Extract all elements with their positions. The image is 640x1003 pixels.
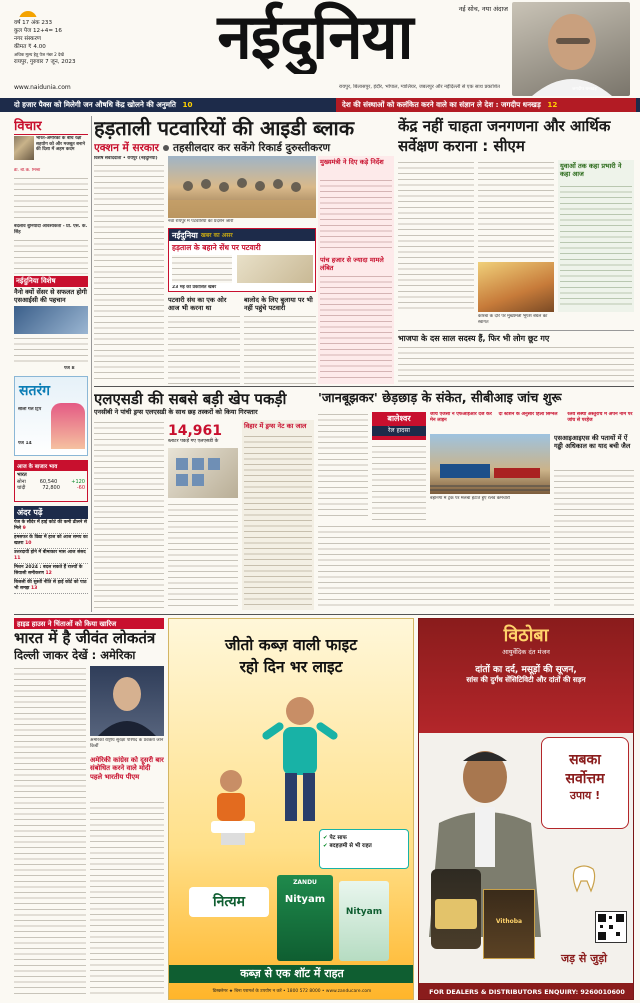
top-strip (0, 98, 640, 112)
box4-text (244, 314, 316, 384)
market-change: +120 (71, 479, 85, 485)
modi-headline: अमेरिकी कांग्रेस को दूसरी बार संबोधित करने वाले मोदी पहले भारतीय पीएम (90, 756, 164, 781)
census-sub-box[interactable] (398, 330, 634, 384)
cbi-right-title: एसआइआइएस की पतायों में ऐं गड्ढी अधिकाल का याद बची जैल (554, 434, 631, 450)
pack-name: Nityam (284, 894, 326, 905)
lsd-photo (168, 448, 238, 498)
top-strip-left[interactable] (14, 98, 326, 112)
modi-text (90, 800, 164, 996)
bubble-line-1: सबका (569, 752, 601, 768)
bullet-icon (163, 145, 169, 151)
check-icon: ✔ (323, 835, 328, 841)
lsd-subhead: एनसीबी ने पांची ड्रग्स एलएसडी के साथ छह तस्करों को किया गिरफ्तार (94, 408, 258, 416)
lsd-story (94, 390, 314, 612)
census-photo-caption: कोरबा के दौरे पर मुख्यमंत्री भूपेश बघेल का स्वागत (478, 314, 548, 325)
census-side-box[interactable] (558, 160, 634, 312)
column-divider (91, 116, 92, 612)
census-sub-text (398, 345, 634, 384)
vishesh-page: पेज 8 (64, 366, 75, 371)
tooth-icon (569, 863, 599, 893)
edition-line: अधिक मूल्य हेतु पेज नंबर 2 देखें (14, 52, 64, 57)
vishesh-story[interactable]: नैनो क्यों सेंसर से सफलत होगी एसआईसी की पहचान (14, 288, 87, 304)
lead-text (94, 163, 164, 383)
andar-page: 11 (14, 556, 21, 561)
vithoba-jar (431, 869, 481, 949)
section-rule (94, 386, 634, 387)
andar-item[interactable] (14, 519, 88, 534)
badge-2-text: बदहज़मी से भी राहत (329, 843, 372, 849)
lead-photo (168, 156, 316, 218)
strip-text: दो हजार पैक्स को मिलेगी जन औषधि केंद्र खोलने की अनुमति (14, 100, 176, 109)
badge-2 (323, 841, 405, 849)
andar-item[interactable] (14, 534, 88, 549)
box3-text (168, 314, 240, 384)
vithoba-headline-2: सांस की दुर्गंध सेंसिटिविटी और दांतों की सड़न (466, 675, 586, 684)
box4[interactable] (244, 296, 316, 384)
cities-line: रायपुर, बिलासपुर, इंदौर, भोपाल, ग्वालियर, जबलपुर और नईदिल्ली से एक साथ प्रकाशित (338, 84, 500, 90)
tagline: नई सोच, नया अंदाज (458, 5, 508, 13)
andar-page: 10 (25, 541, 32, 546)
asar-headline: हड़ताल के बहाने सेंध पर पटवारी (172, 243, 261, 252)
andar-page: 12 (45, 571, 52, 576)
box2-title: पांच हजार से ज्यादा मामले लंबित (320, 256, 384, 272)
nityam-pack-1 (277, 875, 333, 961)
market-value: 60,540 (39, 479, 58, 485)
cbi-text-2 (372, 444, 426, 520)
andar-item[interactable] (14, 579, 88, 594)
modi-story[interactable] (90, 756, 164, 996)
nityam-footer: डिस्क्लेमर ★ बिना परामर्श के उपयोग न करें • 1800 572 8000 • www.zanducare.com (212, 989, 372, 994)
cbi-text-3 (318, 524, 550, 610)
asar-sub: खबर का असर (200, 232, 233, 239)
box4-title: बालोद के लिए बुलाया पर भी नहीं पहुंचे पटवारी (244, 296, 313, 312)
satrang-photo (51, 403, 85, 449)
census-side-text (560, 184, 632, 308)
cbi-text-1 (318, 412, 368, 520)
asar-label: नईदुनिया (172, 230, 198, 240)
lsd-box-title: विहार में ड्रग्स नेट का जाल (244, 422, 307, 430)
market-name: चांदी (17, 485, 26, 491)
lsd-number-box (168, 420, 238, 446)
jar-label (435, 899, 477, 929)
market-heading: आज के बाजार भाव (15, 461, 87, 471)
democracy-subhead: दिल्ली जाकर देखें : अमेरिका (14, 648, 136, 662)
lsd-headline[interactable]: एलएसडी की सबसे बड़ी खेप पकड़ी (94, 390, 287, 408)
edition-info (14, 19, 104, 77)
box1-title: मुख्यमंत्री ने दिए कड़े निर्देश (320, 158, 384, 166)
andar-page: 13 (30, 586, 38, 591)
cbi-right-text (554, 468, 634, 610)
masthead (0, 0, 640, 98)
market-value: 72,800 (42, 485, 60, 491)
qr-code-icon[interactable] (595, 911, 627, 943)
satrang-label: सतरंग (19, 383, 51, 399)
edition-line: कुल पेज 12+4= 16 (14, 28, 62, 34)
lsd-text-1 (94, 420, 164, 610)
newspaper-logo: नईदुनिया (217, 0, 413, 73)
andar-page: 9 (22, 526, 26, 531)
city-date: रायपुर, गुरुवार 7 जून, 2023 (14, 59, 76, 65)
census-sub-headline: भाजपा के दस साल सदस्य हैं, फिर भी लोग छूट गए (398, 334, 550, 343)
vichar-text (14, 238, 88, 274)
website[interactable]: www.naidunia.com (14, 84, 71, 91)
vichar-item[interactable]: बदलाव बुनियादी आवश्यकता - प्रो. एस. के. सिंह (14, 224, 88, 235)
nityam-tagline: कब्ज़ से एक शॉट में राहत (169, 965, 414, 983)
census-side-title: युवाओं तक कहा प्रभारी ने कहा आज (560, 162, 622, 178)
andar-item[interactable] (14, 564, 88, 579)
bubble-line-2: सर्वोत्तम (565, 771, 605, 787)
section-rule (14, 614, 634, 615)
nityam-badges (319, 829, 409, 869)
bubble-line-3: उपाय ! (569, 789, 601, 802)
census-story (398, 116, 634, 384)
cbi-sub-row (430, 412, 634, 432)
vithoba-footer: FOR DEALERS & DISTRIBUTORS ENQUIRY: 9260010600 (419, 983, 634, 1000)
edition-line: नगर संस्करण (14, 36, 41, 42)
market-change: -60 (76, 485, 85, 491)
edition-line: वर्ष 17 अंक 233 (14, 20, 53, 26)
cbi-sub2[interactable]: दो स्टेशन के अनुसार हिला सिग्नल (498, 412, 558, 417)
masthead-photo (512, 2, 630, 96)
cbi-tag-top: बालेश्वर (387, 414, 411, 423)
lsd-box-text (244, 434, 312, 606)
andar-text: उत्तरदायी होने में बीमाकार मास आज संसद (14, 550, 86, 555)
lsd-number: 14,961 (168, 423, 223, 439)
lead-story (94, 116, 394, 384)
cbi-right-box[interactable] (554, 434, 634, 610)
pack-brand: Vithoba (495, 918, 523, 925)
strip-page: 12 (547, 100, 558, 109)
democracy-headline[interactable]: भारत में है जीवंत लोकतंत्र (14, 629, 156, 647)
sun-icon (18, 5, 38, 17)
satrang-box[interactable] (14, 376, 88, 456)
market-row (15, 485, 87, 491)
vichar-text (14, 176, 88, 222)
census-headline[interactable]: केंद्र नहीं चाहता जनगणना और आर्थिक सर्वेक्षण कराना : सीएम (398, 117, 611, 155)
andar-text: हमसफर के विद्या में हाज को आज समय का खतरा (14, 535, 88, 546)
lead-photo-caption: नवा रायपुर में पटवारियों का प्रदर्शन जारी (168, 219, 234, 224)
vichar-heading: विचार (14, 116, 88, 135)
vithoba-headline-1: दांतों का दर्द, मसूड़ों की सूजन, (475, 665, 577, 675)
sitting-man-illustration (203, 767, 263, 847)
cbi-tag (372, 412, 426, 440)
box1-text (320, 178, 392, 252)
sidebar (14, 116, 88, 612)
vichar-item[interactable]: भारत-अमेरिका के बीच रक्षा सहयोग को और मजबूत बनाने की दिशा में अहम कदम (36, 136, 85, 153)
nityam-pack-2 (339, 881, 389, 961)
cbi-story (318, 390, 634, 612)
cm-directive-box[interactable] (318, 156, 394, 384)
photo-caption: जगदीप धनखड़ (572, 87, 597, 92)
lsd-text-2 (168, 502, 238, 610)
nityam-ad[interactable] (168, 618, 414, 1000)
vithoba-brand: विठोबा (503, 625, 549, 646)
badge-1-text: पेट साफ (329, 835, 347, 841)
cbi-tag-bottom: रेल हादसा (372, 426, 426, 436)
vithoba-tagline: जड़ से जुड़ो (560, 952, 608, 965)
lead-kicker-row (94, 141, 394, 155)
lead-subhead: तहसीलदार कर सकेंगे रिकार्ड दुरुस्तीकरण (172, 142, 331, 154)
cbi-headline[interactable]: 'जानबूझकर' छेड़छाड़ के संकेत, सीबीआइ जांच शुरू (318, 391, 562, 406)
market-box (14, 460, 88, 502)
lead-kicker: एक्शन में सरकार (94, 142, 159, 154)
democracy-photo-caption: अमेरिकी राष्ट्रीय सुरक्षा परिषद के प्रवक्ता जान किर्बी (90, 738, 164, 749)
top-strip-right[interactable] (336, 98, 636, 112)
man-illustration (255, 687, 345, 827)
check-icon: ✔ (323, 843, 328, 849)
badge-1 (323, 833, 405, 841)
maker-label: ZANDU (293, 879, 317, 886)
census-text-2 (478, 160, 554, 260)
democracy-story (14, 618, 164, 1000)
census-text-1 (398, 160, 474, 312)
author-photo (14, 136, 34, 160)
cbi-photo (430, 434, 550, 494)
box3[interactable] (168, 296, 240, 384)
census-photo (478, 262, 554, 312)
vishesh-heading: नईदुनिया विशेष (14, 276, 88, 287)
cbi-photo-caption: बहानगा में ट्रैक पर मलबा हटाते हुए रेलवे कर्मचारी (430, 496, 510, 501)
lead-byline: विशेष संवाददाता • रायपुर (नईदुनिया) (94, 156, 158, 161)
cbi-sub3[interactable]: रेलवे संस्था अस्तुराच में अपने नाम पर जांच से परहेज (567, 412, 633, 423)
nityam-headline-2: रहो दिन भर लाइट (239, 658, 343, 676)
asar-date: 23 मई को प्रकाशित खबर (172, 285, 217, 290)
andar-list (14, 519, 88, 594)
lsd-number-label: ब्लाटर पकड़े गए एलएसडी के (168, 439, 219, 444)
nityam-brand (189, 887, 269, 917)
andar-text: मिशन 2024 : बदल सकते हैं राज्यों के सियासी समीकरण (14, 565, 83, 576)
vithoba-ad[interactable] (418, 618, 634, 1000)
vishesh-photo (14, 306, 88, 334)
democracy-text-1 (14, 666, 86, 996)
andar-text: पेज के सौदेर में हाई कोर्ट की कमी ढीलने से मिले (14, 520, 87, 531)
satrang-story: सोलो गर्ल ट्रिप (18, 407, 42, 412)
vithoba-bubble (541, 737, 629, 829)
cbi-sub1[interactable]: जांच एजेंसी ने एफआइआर दर्ज कर मेन लाइन (430, 412, 492, 423)
market-label: भारत (17, 472, 27, 478)
satrang-page: पेज 14 (18, 441, 32, 446)
asar-text (172, 255, 232, 283)
lead-headline[interactable]: हड़ताली पटवारियों की आइडी ब्लाक (94, 116, 355, 140)
nityam-headline-1: जीतो कब्ज़ वाली फाइट (224, 636, 358, 654)
box3-title: पटवारी संघ का एक ओर आज भी करना था (168, 296, 227, 312)
andar-heading: अंदर पढ़ें (14, 506, 88, 519)
edition-line: कीमत ₹ 4.00 (14, 44, 46, 50)
strip-page: 10 (182, 100, 193, 109)
vishesh-text (14, 336, 88, 366)
democracy-photo (90, 666, 164, 736)
andar-text: बिजली की सुस्ती नीति से हाई कोर्ट को पाठ भी समझ (14, 580, 87, 591)
strip-text: देश की संस्थाओं को कलंकित करने वाले का संज्ञान ले देश : जगदीप धनखड़ (342, 100, 541, 109)
pack-name: Nityam (345, 907, 383, 917)
lsd-side-box[interactable] (242, 420, 314, 610)
khabar-ka-asar[interactable] (168, 228, 316, 292)
vichar-item: डा. बी.के. मिश्रा (14, 168, 41, 173)
vithoba-pack (483, 889, 535, 959)
asar-clipping (237, 255, 313, 283)
andar-item[interactable] (14, 549, 88, 564)
market-name: सोना (17, 479, 26, 485)
democracy-kicker: हाइड हाउस ने चिंताओं को किया खारिज (14, 618, 164, 629)
box2-text (320, 274, 392, 380)
vithoba-sub: आयुर्वेदिक दंत मंजन (502, 648, 550, 656)
nityam-brand-text: नित्यम (213, 894, 245, 910)
